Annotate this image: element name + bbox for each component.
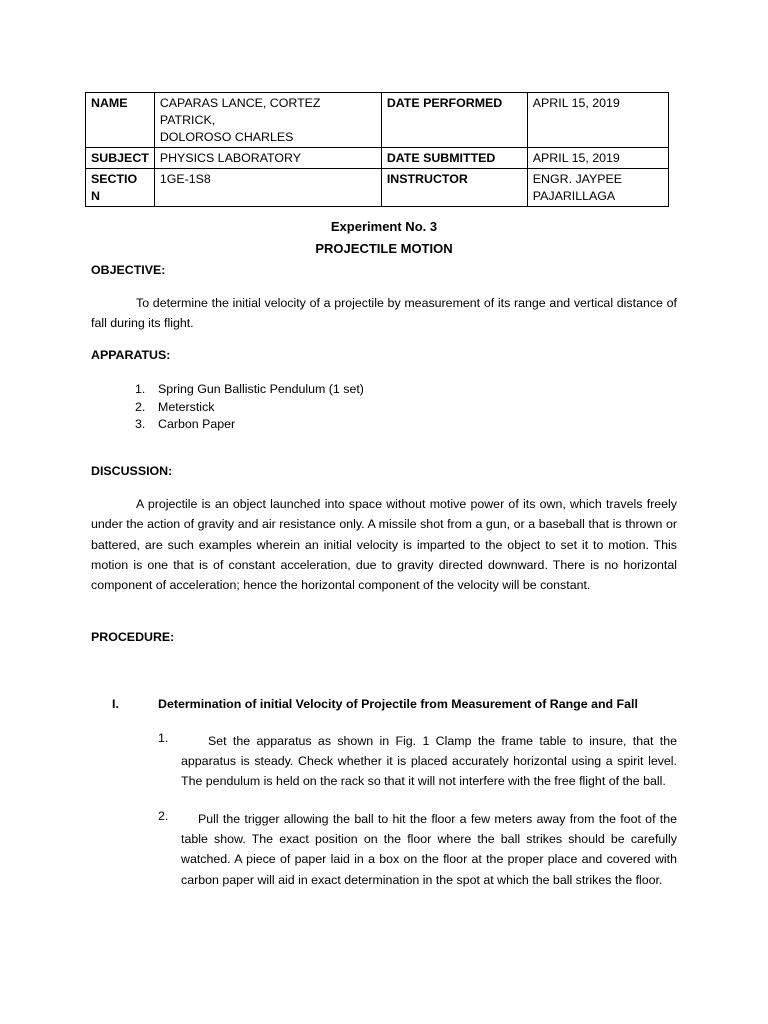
- experiment-number: Experiment No. 3: [330, 219, 438, 234]
- discussion-text: A projectile is an object launched into space without motive power of its own, which travels freely under the action of gravity and air resistance only. A missile shot from a gun, or a baseball that is thrown or battered, are such examples wherein an initial velocity is imparted to the object to set it to motion. This motion is one that is of constant acceleration, due to gravity directed downward. There is no horizontal component of acceleration; hence the horizontal component of the velocity will be constant.: [91, 497, 677, 593]
- list-item: 3. Carbon Paper: [135, 417, 236, 432]
- section-number: I.: [112, 697, 119, 711]
- step-number: 2.: [158, 809, 169, 823]
- step-text: Set the apparatus as shown in Fig. 1 Clamp the frame table to insure, that the apparatus is steady. Check whether it is placed accurately horizontal using a spirit level. The pendulum is held on the rack so that it will not interfere with the free flight of the ball.: [181, 734, 677, 789]
- name-label: NAME: [86, 93, 155, 148]
- section-title: Determination of initial Velocity of Projectile from Measurement of Range and Fall: [158, 697, 638, 711]
- step-text: Pull the trigger allowing the ball to hit the floor a few meters away from the foot of the table show. The exact position on the floor where the ball strikes should be carefully watched. A piece of paper laid in a box on the floor at the proper place and covered with carbon paper will aid in exact determination in the spot at which the ball strikes the floor.: [181, 812, 677, 887]
- date-submitted-label: DATE SUBMITTED: [381, 148, 527, 169]
- objective-text: To determine the initial velocity of a projectile by measurement of its range and vertical distance of fall during its flight.: [91, 296, 677, 331]
- info-table: [85, 92, 669, 207]
- experiment-title: PROJECTILE MOTION: [315, 241, 453, 256]
- apparatus-list: [135, 381, 364, 434]
- step-number: 1.: [158, 731, 169, 745]
- date-performed-label: DATE PERFORMED: [381, 93, 527, 148]
- table-row: [86, 93, 669, 148]
- apparatus-heading: APPARATUS:: [91, 348, 171, 362]
- procedure-heading: PROCEDURE:: [91, 630, 175, 644]
- section-label: SECTIO N: [86, 169, 155, 207]
- subject-value: PHYSICS LABORATORY: [154, 148, 381, 169]
- discussion-heading: DISCUSSION:: [91, 464, 173, 478]
- instructor-value: ENGR. JAYPEE PAJARILLAGA: [527, 169, 668, 207]
- table-row: [86, 148, 669, 169]
- subject-label: SUBJECT: [86, 148, 155, 169]
- objective-heading: OBJECTIVE:: [91, 263, 166, 277]
- instructor-label: INSTRUCTOR: [381, 169, 527, 207]
- name-value: CAPARAS LANCE, CORTEZ PATRICK, DOLOROSO CHARLES: [154, 93, 381, 148]
- table-row: [86, 169, 669, 207]
- date-submitted-value: APRIL 15, 2019: [527, 148, 668, 169]
- date-performed-value: APRIL 15, 2019: [527, 93, 668, 148]
- list-item: 2. Meterstick: [135, 399, 215, 414]
- section-value: 1GE-1S8: [154, 169, 381, 207]
- list-item: 1. Spring Gun Ballistic Pendulum (1 set): [135, 382, 364, 396]
